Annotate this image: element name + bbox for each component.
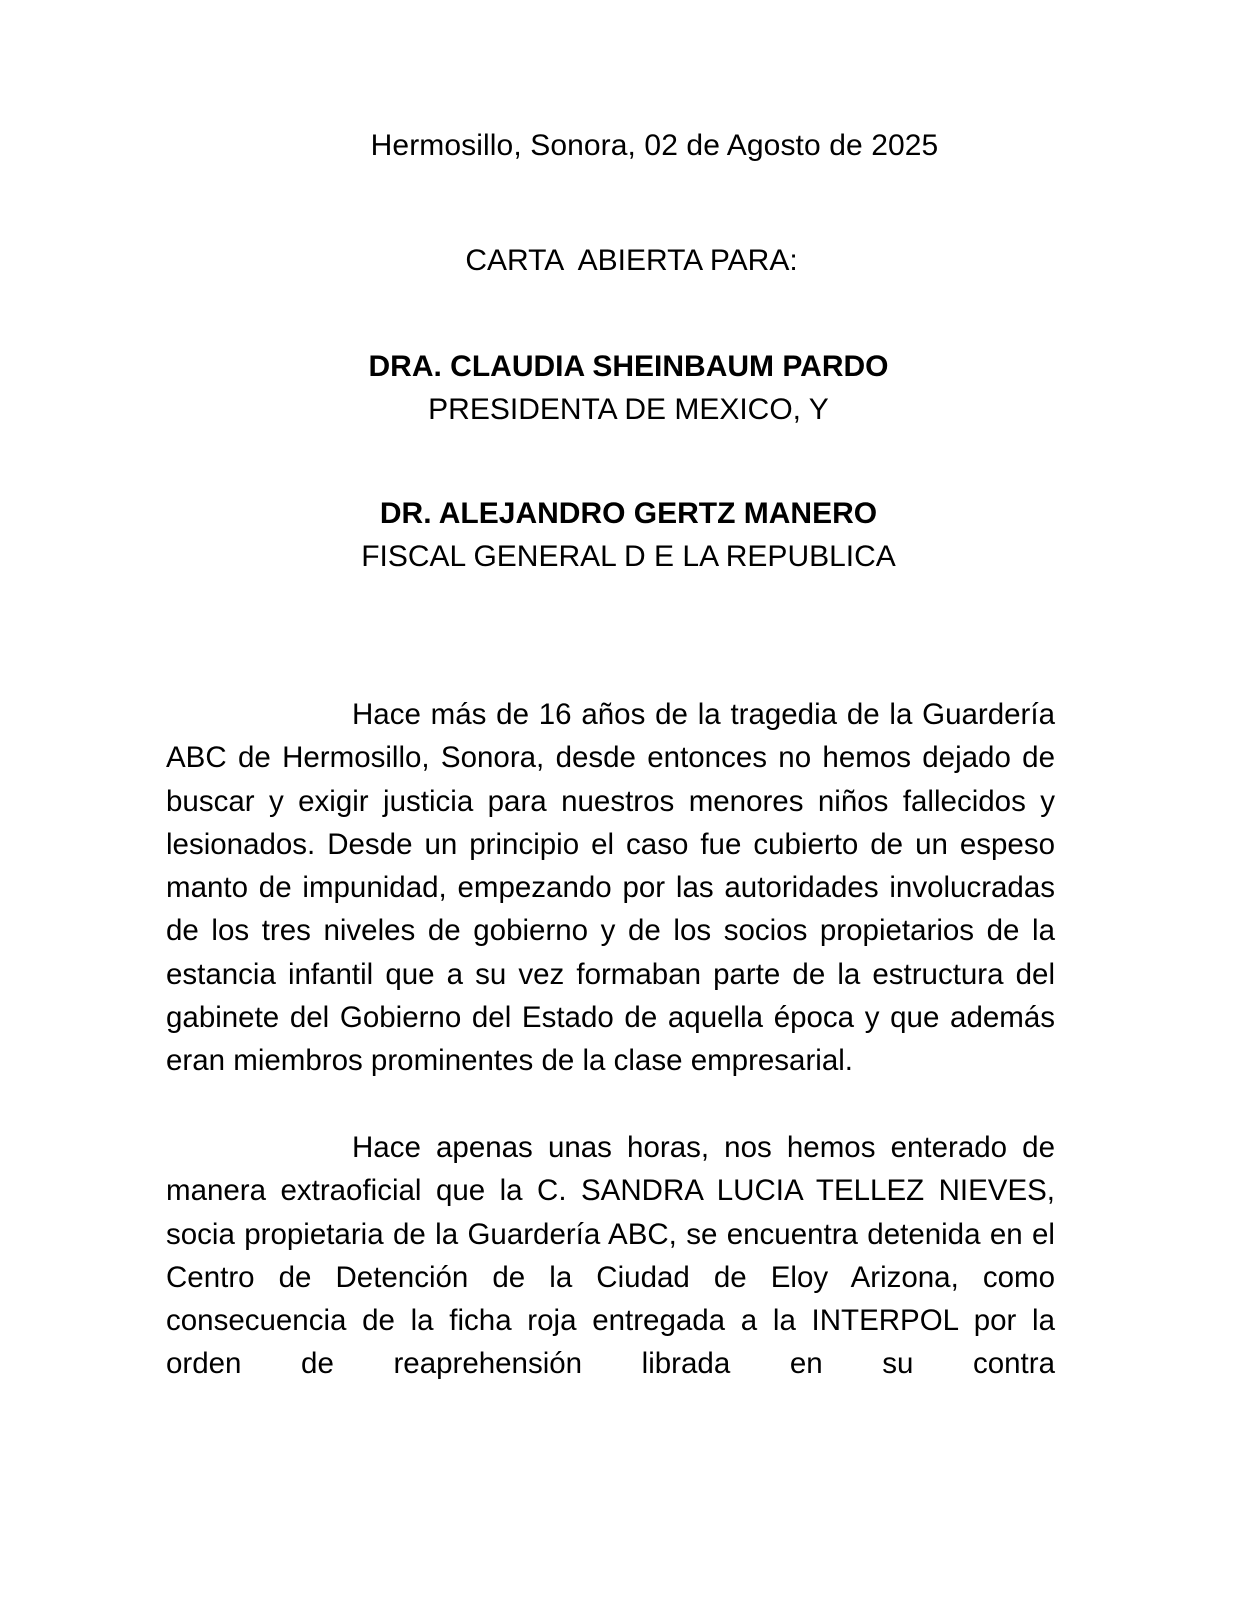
- addressee-title: FISCAL GENERAL D E LA REPUBLICA: [361, 540, 896, 573]
- letter-body: [166, 693, 1055, 1429]
- addressee-name: DRA. CLAUDIA SHEINBAUM PARDO: [368, 350, 889, 383]
- addressee-title: PRESIDENTA DE MEXICO, Y: [428, 393, 829, 426]
- body-paragraph: Hace más de 16 años de la tragedia de la Guardería ABC de Hermosillo, Sonora, desde entonces no hemos dejado de buscar y exigir justicia para nuestros menores niños fallecidos y lesionados. Desde un principio el caso fue cubierto de un espeso manto de impunidad, empezando por las autoridades involucradas de los tres niveles de gobierno y de los socios propietarios de la estancia infantil que a su vez formaban parte de la estructura del gabinete del Gobierno del Estado de aquella época y que además eran miembros prominentes de la clase empresarial.: [166, 698, 1055, 1078]
- date-line: Hermosillo, Sonora, 02 de Agosto de 2025: [370, 129, 939, 162]
- addressee-name: DR. ALEJANDRO GERTZ MANERO: [379, 497, 878, 530]
- salutation-line: CARTA ABIERTA PARA:: [465, 244, 798, 277]
- addressee-block-attorney-general: [0, 492, 1253, 578]
- body-paragraph: Hace apenas unas horas, nos hemos enterado de manera extraoficial que la C. SANDRA LUCIA TELLEZ NIEVES, socia propietaria de la Guardería ABC, se encuentra detenida en el Centro de Detención de la Ciudad de Eloy Arizona, como consecuencia de la ficha roja entregada a la INTERPOL por la orden de reaprehensión librada en su contra: [166, 1130, 1055, 1381]
- addressee-block-president: [0, 345, 1253, 431]
